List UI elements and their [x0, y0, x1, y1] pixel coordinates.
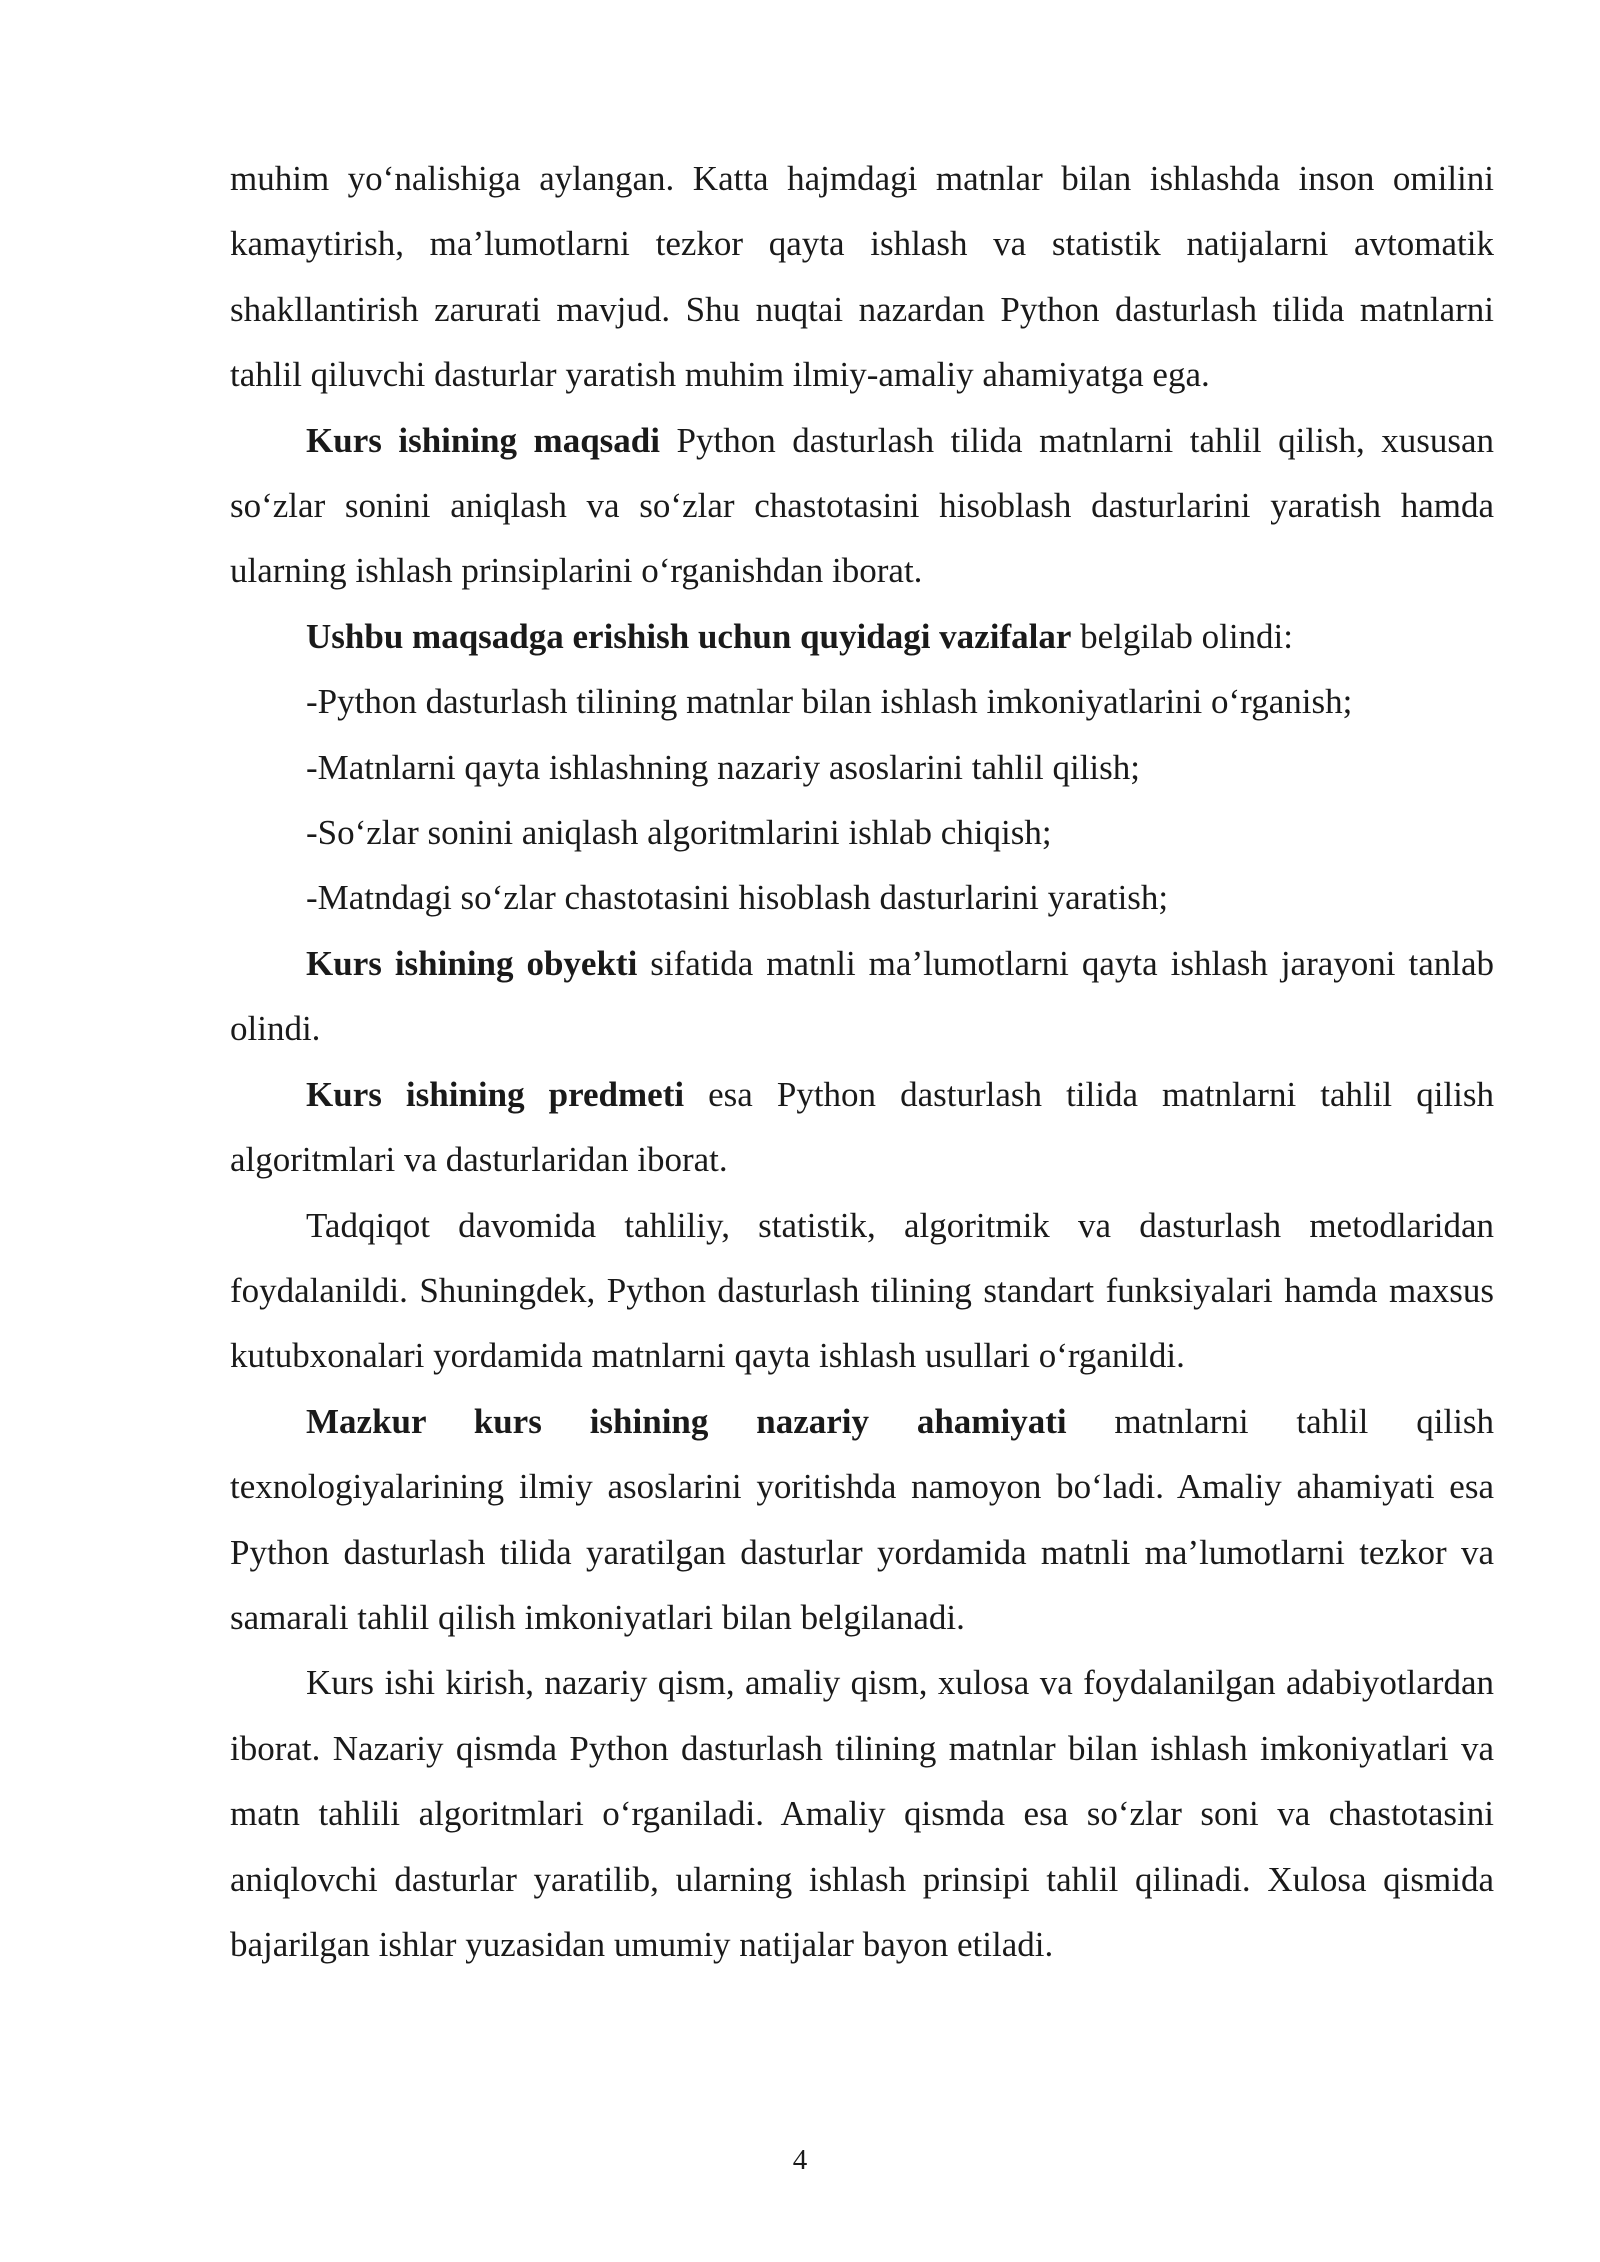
tasks-intro-paragraph [230, 604, 1494, 669]
paragraph-text: esa Python dasturlash tilida matnlarni tahlil qilish algoritmlari va dasturlaridan iborat. [230, 1074, 1494, 1180]
goal-paragraph [230, 408, 1494, 604]
paragraph-text: Kurs ishi kirish, nazariy qism, amaliy qism, xulosa va foydalanilgan adabiyotlardan iborat. Nazariy qismda Python dasturlash tilining matnlar bilan ishlash imkoniyatlari va matn tahlili algoritmlari o‘rganiladi. Amaliy qismda esa so‘zlar soni va chastotasini aniqlovchi dasturlar yaratilib, ularning ishlash prinsipi tahlil qilinadi. Xulosa qismida bajarilgan ishlar yuzasidan umumiy natijalar bayon etiladi. [230, 1663, 1494, 1964]
paragraph-text: Tadqiqot davomida tahliliy, statistik, algoritmik va dasturlash metodlaridan foydalanildi. Shuningdek, Python dasturlash tilining standart funksiyalari hamda maxsus kutubxonalari yordamida matnlarni qayta ishlash usullari o‘rganildi. [230, 1205, 1494, 1376]
page-number: 4 [792, 2144, 808, 2176]
intro-continuation-paragraph [230, 146, 1494, 408]
paragraph-text: matnlarni tahlil qilish texnologiyalarining ilmiy asoslarini yoritishda namoyon bo‘ladi. Amaliy ahamiyati esa Python dasturlash tilida yaratilgan dasturlar yordamida matnli ma’lumotlarni tezkor va samarali tahlil qilish imkoniyatlari bilan belgilanadi. [230, 1401, 1494, 1637]
tasks-heading: Ushbu maqsadga erishish uchun quyidagi vazifalar [306, 616, 1072, 656]
task-list-item: -Matnlarni qayta ishlashning nazariy asoslarini tahlil qilish; [306, 747, 1140, 787]
paragraph-text: Python dasturlash tilida matnlarni tahlil qilish, xususan so‘zlar sonini aniqlash va so‘zlar chastotasini hisoblash dasturlarini yaratish hamda ularning ishlash prinsiplarini o‘rganishdan iborat. [230, 420, 1495, 591]
significance-heading: Mazkur kurs ishining nazariy ahamiyati [306, 1401, 1067, 1441]
paragraph-text: belgilab olindi: [1071, 616, 1293, 656]
structure-paragraph [230, 1650, 1494, 1977]
task-list-item: -Matndagi so‘zlar chastotasini hisoblash dasturlarini yaratish; [306, 878, 1169, 918]
significance-paragraph [230, 1389, 1494, 1651]
task-list-item: -So‘zlar sonini aniqlash algoritmlarini ishlab chiqish; [306, 813, 1052, 853]
document-body [230, 146, 1494, 1977]
paragraph-text: muhim yo‘nalishiga aylangan. Katta hajmdagi matnlar bilan ishlashda inson omilini kamaytirish, ma’lumotlarni tezkor qayta ishlash va statistik natijalarni avtomatik shakllantirish zarurati mavjud. Shu nuqtai nazardan Python dasturlash tilida matnlarni tahlil qiluvchi dasturlar yaratish muhim ilmiy-amaliy ahamiyatga ega. [230, 159, 1494, 395]
subject-paragraph [230, 1062, 1494, 1193]
object-heading: Kurs ishining obyekti [306, 943, 638, 983]
goal-heading: Kurs ishining maqsadi [306, 420, 660, 460]
object-paragraph [230, 931, 1494, 1062]
methods-paragraph [230, 1193, 1494, 1389]
subject-heading: Kurs ishining predmeti [306, 1074, 685, 1114]
task-list-item: -Python dasturlash tilining matnlar bilan ishlash imkoniyatlarini o‘rganish; [306, 682, 1353, 722]
paragraph-text: sifatida matnli ma’lumotlarni qayta ishlash jarayoni tanlab olindi. [230, 943, 1494, 1049]
